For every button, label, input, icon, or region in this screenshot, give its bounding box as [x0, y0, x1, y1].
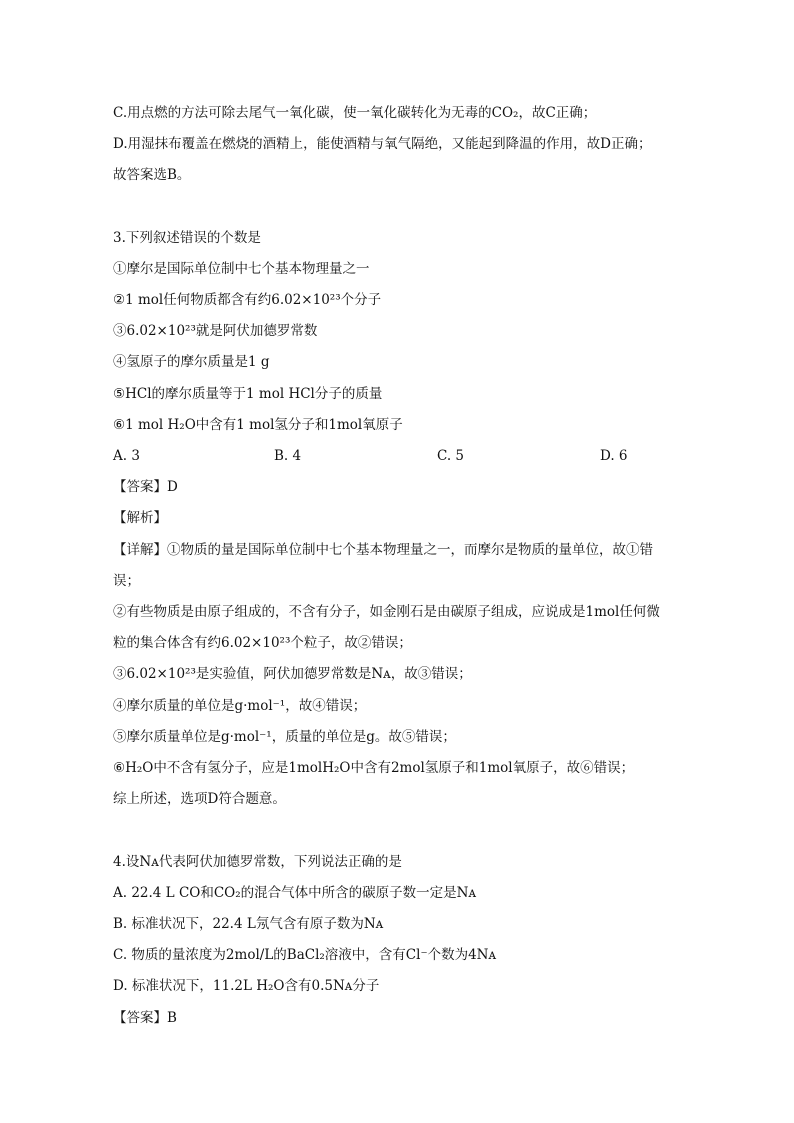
question-4-answer: 【答案】B [113, 1010, 177, 1026]
question-3-item: ⑤HCl的摩尔质量等于1 mol HCl分子的质量 [113, 386, 383, 402]
question-3-option-b: B. 4 [274, 448, 302, 464]
question-3-detail-line: 误； [113, 573, 140, 589]
question-4-option-d: D. 标准状况下，11.2L H₂O含有0.5Nᴀ分子 [113, 978, 380, 994]
question-3-option-c: C. 5 [437, 448, 465, 464]
question-4-option-a: A. 22.4 L CO和CO₂的混合气体中所含的碳原子数一定是Nᴀ [113, 885, 477, 901]
question-3-detail-line: 综上所述，选项D符合题意。 [113, 791, 286, 807]
question-3-detail-line: 粒的集合体含有约6.02×10²³个粒子，故②错误； [113, 635, 412, 651]
option-c-explanation: C.用点燃的方法可除去尾气一氧化碳，使一氧化碳转化为无毒的CO₂，故C正确； [113, 105, 597, 121]
question-4-option-b: B. 标准状况下，22.4 L氖气含有原子数为Nᴀ [113, 916, 384, 932]
option-d-explanation: D.用湿抹布覆盖在燃烧的酒精上，能使酒精与氧气隔绝，又能起到降温的作用，故D正确； [113, 136, 652, 152]
answer-conclusion: 故答案选B。 [113, 167, 191, 183]
question-3-option-a: A. 3 [113, 448, 140, 464]
question-3-detail-line: ⑤摩尔质量单位是g·mol⁻¹，质量的单位是g。故⑤错误； [113, 729, 456, 745]
question-3-item: ②1 mol任何物质都含有约6.02×10²³个分子 [113, 292, 382, 308]
question-3-detail-line: ⑥H₂O中不含有氢分子，应是1molH₂O中含有2mol氢原子和1mol氧原子，故⑥错误； [113, 760, 635, 776]
question-3-detail-line: ④摩尔质量的单位是g·mol⁻¹，故④错误； [113, 698, 367, 714]
question-4-option-c: C. 物质的量浓度为2mol/L的BaCl₂溶液中，含有Cl⁻个数为4Nᴀ [113, 947, 497, 963]
question-3-item: ⑥1 mol H₂O中含有1 mol氢分子和1mol氧原子 [113, 417, 403, 433]
question-3-option-d: D. 6 [600, 448, 628, 464]
question-3-detail-line: ③6.02×10²³是实验值，阿伏加德罗常数是Nᴀ，故③错误； [113, 666, 472, 682]
question-3-item: ①摩尔是国际单位制中七个基本物理量之一 [113, 261, 370, 277]
question-3-item: ③6.02×10²³就是阿伏加德罗常数 [113, 323, 318, 339]
question-3-item: ④氢原子的摩尔质量是1 g [113, 354, 270, 370]
question-3-stem: 3.下列叙述错误的个数是 [113, 230, 261, 246]
question-3-detail-line: 【详解】①物质的量是国际单位制中七个基本物理量之一，而摩尔是物质的量单位，故①错 [113, 542, 653, 558]
question-4-stem: 4.设Nᴀ代表阿伏加德罗常数，下列说法正确的是 [113, 854, 402, 870]
question-3-answer: 【答案】D [113, 479, 178, 495]
question-3-analysis-label: 【解析】 [113, 510, 167, 526]
question-3-detail-line: ②有些物质是由原子组成的，不含有分子，如金刚石是由碳原子组成，应说成是1mol任何微 [113, 604, 660, 620]
